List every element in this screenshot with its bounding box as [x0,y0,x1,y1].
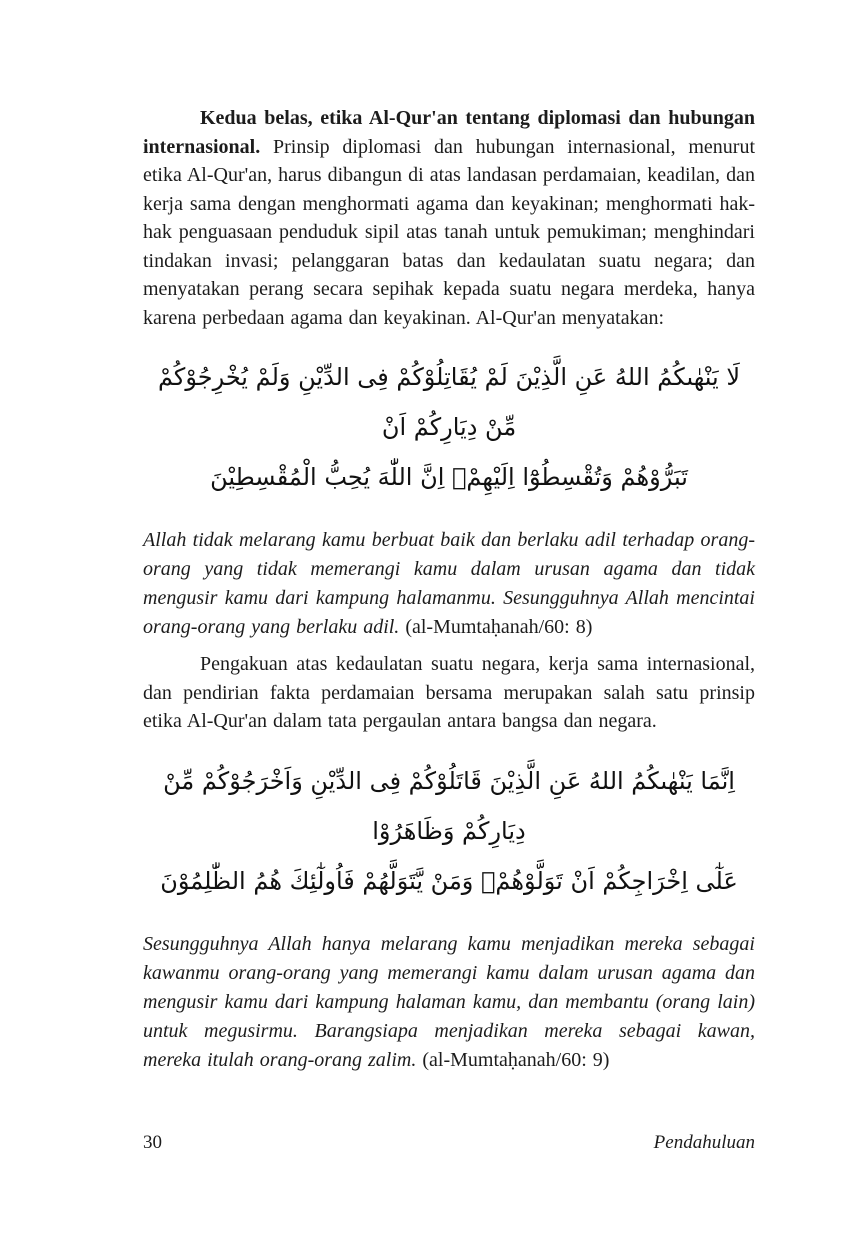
translation-60-8 [143,526,755,642]
arabic-verse-60-9-line-1: اِنَّمَا يَنْهٰىكُمُ اللهُ عَنِ الَّذِيْنَ قَاتَلُوْكُمْ فِى الدِّيْنِ وَاَخْرَجُوْكُمْ مِّنْ دِيَارِكُمْ وَظَاهَرُوْا [163,766,735,845]
citation-60-8: (al-Mumtaḥanah/60: 8) [405,616,593,638]
paragraph-diplomasi [143,104,755,332]
arabic-verse-60-9 [143,756,755,906]
citation-60-9: (al-Mumtaḥanah/60: 9) [422,1048,610,1071]
arabic-verse-60-8-line-2: تَبَرُّوْهُمْ وَتُقْسِطُوْٓا اِلَيْهِمْۗ اِنَّ اللّٰهَ يُحِبُّ الْمُقْسِطِيْنَ [210,463,688,491]
translation-60-8-text: Allah tidak melarang kamu berbuat baik dan berlaku adil terhadap orang-orang yang tidak memerangi kamu dalam urusan agama dan tidak mengusir kamu dari kampung halamanmu. Sesungguhnya Allah mencintai orang-orang yang berlaku adil. [143,529,755,638]
page-number: 30 [143,1132,162,1153]
paragraph-body-text: Prinsip diplomasi dan hubungan internasional, menurut etika Al-Qur'an, harus dibangun di atas landasan perdamaian, keadilan, dan kerja sama dengan menghormati agama dan keyakinan; menghormati hak-hak penguasaan penduduk sipil atas tanah untuk pemukiman; menghindari tindakan invasi; pelanggaran batas dan kedaulatan suatu negara; dan menyatakan perang secara sepihak kepada suatu negara merdeka, hanya karena perbedaan agama dan keyakinan. Al-Qur'an menyatakan: [143,135,755,329]
translation-60-9-text: Sesungguhnya Allah hanya melarang kamu menjadikan mereka sebagai kawanmu orang-orang yang memerangi kamu dalam urusan agama dan mengusir kamu dari kampung halaman kamu, dan membantu (orang lain) untuk megusirmu. Barangsiapa menjadikan mereka sebagai kawan, mereka itulah orang-orang zalim. [143,932,755,1071]
arabic-verse-60-8-line-1: لَا يَنْهٰىكُمُ اللهُ عَنِ الَّذِيْنَ لَمْ يُقَاتِلُوْكُمْ فِى الدِّيْنِ وَلَمْ يُخْرِجُوْكُمْ مِّنْ دِيَارِكُمْ اَنْ [157,363,741,441]
paragraph-pengakuan-text: Pengakuan atas kedaulatan suatu negara, kerja sama internasional, dan pendirian fakta perdamaian bersama merupakan salah satu prinsip etika Al-Qur'an dalam tata pergaulan antara bangsa dan negara. [143,653,755,732]
translation-60-9 [143,930,755,1075]
arabic-verse-60-9-line-2: عَلٰٓى اِخْرَاجِكُمْ اَنْ تَوَلَّوْهُمْۚ وَمَنْ يَّتَوَلَّهُمْ فَاُولٰٓئِكَ هُمُ الظّٰلِمُوْنَ [160,866,738,895]
paragraph-pengakuan [143,650,755,736]
arabic-verse-60-8 [143,352,755,502]
running-footer-title: Pendahuluan [653,1132,755,1153]
page-footer [143,1132,755,1154]
paragraph-lead-bold: Kedua belas, etika Al-Qur'an tentang diplomasi dan hubungan internasional. [143,107,755,158]
